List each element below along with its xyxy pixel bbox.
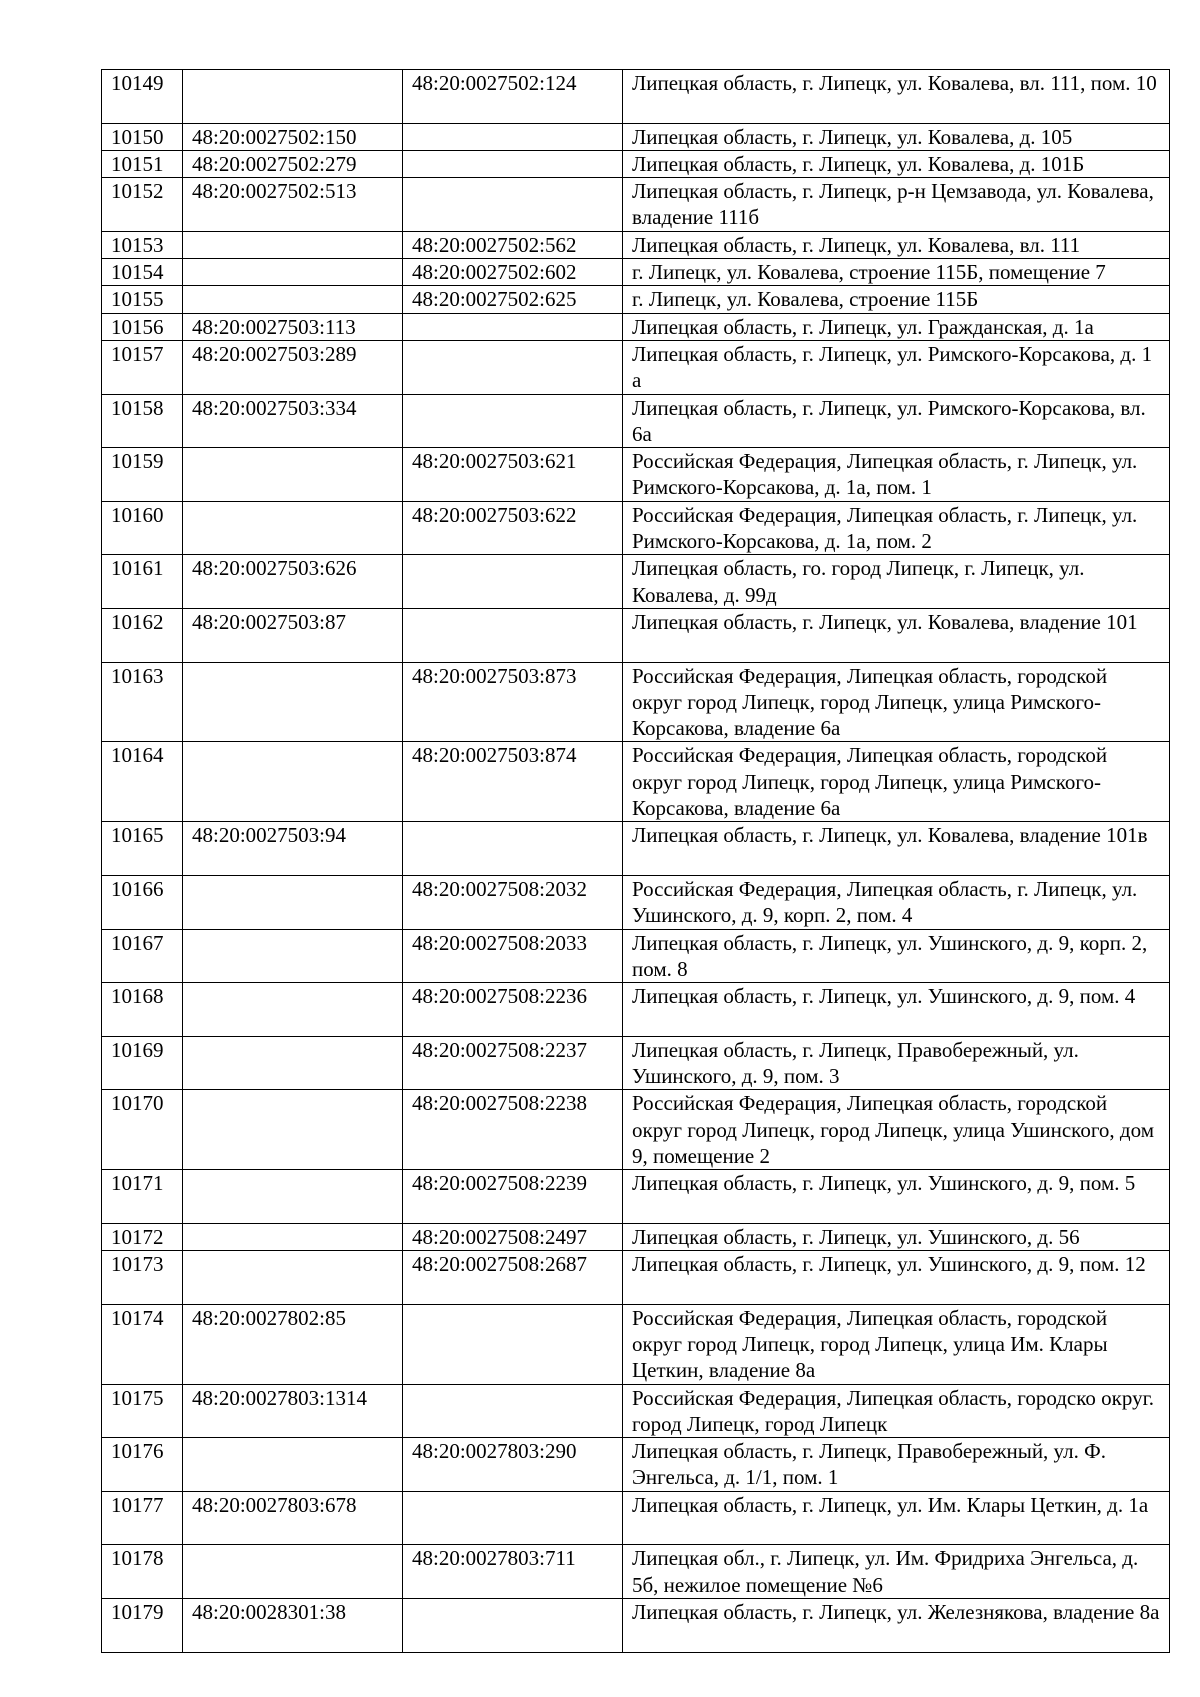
table-row — [102, 123, 1170, 150]
row-number-cell: 10166 — [102, 875, 183, 929]
row-number-cell: 10151 — [102, 150, 183, 177]
row-number-cell: 10158 — [102, 394, 183, 448]
row-number-cell: 10162 — [102, 608, 183, 662]
row-number-cell: 10161 — [102, 555, 183, 609]
address-cell: Российская Федерация, Липецкая область, г. Липецк, ул. Римского-Корсакова, д. 1а, пом. 1 — [623, 448, 1170, 502]
table-row — [102, 70, 1170, 124]
table-row — [102, 1545, 1170, 1599]
land-cadastral-number-cell: 48:20:0027503:113 — [183, 313, 403, 340]
row-number-cell: 10168 — [102, 983, 183, 1037]
object-cadastral-number-cell — [403, 822, 623, 876]
address-cell: Российская Федерация, Липецкая область, г. Липецк, ул. Ушинского, д. 9, корп. 2, пом. 4 — [623, 875, 1170, 929]
row-number-cell: 10149 — [102, 70, 183, 124]
address-cell: Липецкая область, г. Липецк, р-н Цемзавода, ул. Ковалева, владение 111б — [623, 178, 1170, 232]
object-cadastral-number-cell — [403, 340, 623, 394]
row-number-cell: 10165 — [102, 822, 183, 876]
land-cadastral-number-cell: 48:20:0027802:85 — [183, 1304, 403, 1384]
object-cadastral-number-cell: 48:20:0027502:562 — [403, 231, 623, 258]
land-cadastral-number-cell: 48:20:0027503:87 — [183, 608, 403, 662]
table-row — [102, 1036, 1170, 1090]
row-number-cell: 10160 — [102, 501, 183, 555]
object-cadastral-number-cell: 48:20:0027508:2033 — [403, 929, 623, 983]
object-cadastral-number-cell — [403, 178, 623, 232]
address-cell: Липецкая область, г. Липецк, ул. Ковалева, д. 105 — [623, 123, 1170, 150]
address-cell: Липецкая область, г. Липецк, ул. Ушинского, д. 9, пом. 4 — [623, 983, 1170, 1037]
table-row — [102, 340, 1170, 394]
row-number-cell: 10157 — [102, 340, 183, 394]
address-cell: г. Липецк, ул. Ковалева, строение 115Б — [623, 286, 1170, 313]
object-cadastral-number-cell: 48:20:0027502:602 — [403, 259, 623, 286]
object-cadastral-number-cell: 48:20:0027503:873 — [403, 662, 623, 742]
land-cadastral-number-cell — [183, 70, 403, 124]
address-cell: Российская Федерация, Липецкая область, городско округ. город Липецк, город Липецк — [623, 1384, 1170, 1438]
object-cadastral-number-cell — [403, 313, 623, 340]
address-cell: г. Липецк, ул. Ковалева, строение 115Б, помещение 7 — [623, 259, 1170, 286]
table-row — [102, 875, 1170, 929]
table-row — [102, 1438, 1170, 1492]
row-number-cell: 10163 — [102, 662, 183, 742]
registry-table-body — [102, 70, 1170, 1653]
object-cadastral-number-cell: 48:20:0027508:2239 — [403, 1170, 623, 1224]
table-row — [102, 1491, 1170, 1545]
land-cadastral-number-cell — [183, 1170, 403, 1224]
row-number-cell: 10164 — [102, 742, 183, 822]
land-cadastral-number-cell — [183, 501, 403, 555]
table-row — [102, 983, 1170, 1037]
table-row — [102, 555, 1170, 609]
land-cadastral-number-cell — [183, 662, 403, 742]
land-cadastral-number-cell: 48:20:0027503:626 — [183, 555, 403, 609]
object-cadastral-number-cell — [403, 123, 623, 150]
row-number-cell: 10150 — [102, 123, 183, 150]
row-number-cell: 10167 — [102, 929, 183, 983]
land-cadastral-number-cell — [183, 875, 403, 929]
address-cell: Российская Федерация, Липецкая область, городской округ город Липецк, город Липецк, улица Римского-Корсакова, владение 6а — [623, 742, 1170, 822]
land-cadastral-number-cell — [183, 1090, 403, 1170]
address-cell: Липецкая область, г. Липецк, ул. Ушинского, д. 9, пом. 12 — [623, 1251, 1170, 1305]
land-cadastral-number-cell: 48:20:0027502:150 — [183, 123, 403, 150]
land-cadastral-number-cell — [183, 231, 403, 258]
land-cadastral-number-cell: 48:20:0027502:513 — [183, 178, 403, 232]
address-cell: Липецкая область, г. Липецк, ул. Гражданская, д. 1а — [623, 313, 1170, 340]
land-cadastral-number-cell — [183, 1438, 403, 1492]
object-cadastral-number-cell — [403, 1598, 623, 1652]
table-row — [102, 313, 1170, 340]
land-cadastral-number-cell: 48:20:0027503:94 — [183, 822, 403, 876]
table-row — [102, 1170, 1170, 1224]
table-row — [102, 1251, 1170, 1305]
object-cadastral-number-cell — [403, 1304, 623, 1384]
row-number-cell: 10159 — [102, 448, 183, 502]
land-cadastral-number-cell — [183, 1251, 403, 1305]
land-cadastral-number-cell — [183, 1223, 403, 1250]
table-row — [102, 929, 1170, 983]
table-row — [102, 286, 1170, 313]
land-cadastral-number-cell: 48:20:0028301:38 — [183, 1598, 403, 1652]
address-cell: Российская Федерация, Липецкая область, городской округ город Липецк, город Липецк, улица Римского-Корсакова, владение 6а — [623, 662, 1170, 742]
object-cadastral-number-cell: 48:20:0027508:2236 — [403, 983, 623, 1037]
object-cadastral-number-cell — [403, 1491, 623, 1545]
address-cell: Липецкая область, г. Липецк, ул. Ковалева, вл. 111 — [623, 231, 1170, 258]
table-row — [102, 1598, 1170, 1652]
row-number-cell: 10153 — [102, 231, 183, 258]
table-row — [102, 259, 1170, 286]
object-cadastral-number-cell — [403, 555, 623, 609]
land-cadastral-number-cell: 48:20:0027803:678 — [183, 1491, 403, 1545]
address-cell: Липецкая область, г. Липецк, ул. Им. Клары Цеткин, д. 1а — [623, 1491, 1170, 1545]
row-number-cell: 10172 — [102, 1223, 183, 1250]
object-cadastral-number-cell: 48:20:0027803:711 — [403, 1545, 623, 1599]
object-cadastral-number-cell — [403, 150, 623, 177]
object-cadastral-number-cell: 48:20:0027503:622 — [403, 501, 623, 555]
land-cadastral-number-cell — [183, 929, 403, 983]
table-row — [102, 178, 1170, 232]
address-cell: Липецкая область, г. Липецк, ул. Ковалева, владение 101в — [623, 822, 1170, 876]
table-row — [102, 742, 1170, 822]
address-cell: Российская Федерация, Липецкая область, городской округ город Липецк, город Липецк, улица Ушинского, дом 9, помещение 2 — [623, 1090, 1170, 1170]
land-cadastral-number-cell — [183, 286, 403, 313]
land-cadastral-number-cell: 48:20:0027503:334 — [183, 394, 403, 448]
object-cadastral-number-cell — [403, 394, 623, 448]
address-cell: Липецкая область, г. Липецк, ул. Римского-Корсакова, вл. 6а — [623, 394, 1170, 448]
address-cell: Липецкая область, го. город Липецк, г. Липецк, ул. Ковалева, д. 99д — [623, 555, 1170, 609]
row-number-cell: 10155 — [102, 286, 183, 313]
land-cadastral-number-cell — [183, 448, 403, 502]
table-row — [102, 501, 1170, 555]
table-row — [102, 608, 1170, 662]
address-cell: Российская Федерация, Липецкая область, городской округ город Липецк, город Липецк, улица Им. Клары Цеткин, владение 8а — [623, 1304, 1170, 1384]
row-number-cell: 10171 — [102, 1170, 183, 1224]
address-cell: Липецкая область, г. Липецк, Правобережный, ул. Ушинского, д. 9, пом. 3 — [623, 1036, 1170, 1090]
address-cell: Липецкая обл., г. Липецк, ул. Им. Фридриха Энгельса, д. 5б, нежилое помещение №6 — [623, 1545, 1170, 1599]
object-cadastral-number-cell: 48:20:0027508:2687 — [403, 1251, 623, 1305]
row-number-cell: 10178 — [102, 1545, 183, 1599]
table-row — [102, 822, 1170, 876]
object-cadastral-number-cell: 48:20:0027803:290 — [403, 1438, 623, 1492]
row-number-cell: 10169 — [102, 1036, 183, 1090]
row-number-cell: 10179 — [102, 1598, 183, 1652]
table-row — [102, 231, 1170, 258]
land-cadastral-number-cell — [183, 983, 403, 1037]
row-number-cell: 10170 — [102, 1090, 183, 1170]
row-number-cell: 10174 — [102, 1304, 183, 1384]
address-cell: Российская Федерация, Липецкая область, г. Липецк, ул. Римского-Корсакова, д. 1а, пом. 2 — [623, 501, 1170, 555]
object-cadastral-number-cell: 48:20:0027502:625 — [403, 286, 623, 313]
object-cadastral-number-cell: 48:20:0027508:2497 — [403, 1223, 623, 1250]
property-registry-table — [101, 69, 1170, 1653]
table-row — [102, 394, 1170, 448]
land-cadastral-number-cell — [183, 1036, 403, 1090]
address-cell: Липецкая область, г. Липецк, ул. Римского-Корсакова, д. 1 а — [623, 340, 1170, 394]
table-row — [102, 1223, 1170, 1250]
table-row — [102, 662, 1170, 742]
address-cell: Липецкая область, г. Липецк, ул. Ушинского, д. 56 — [623, 1223, 1170, 1250]
land-cadastral-number-cell — [183, 1545, 403, 1599]
address-cell: Липецкая область, г. Липецк, ул. Ушинского, д. 9, корп. 2, пом. 8 — [623, 929, 1170, 983]
object-cadastral-number-cell — [403, 1384, 623, 1438]
table-row — [102, 1304, 1170, 1384]
address-cell: Липецкая область, г. Липецк, ул. Ковалева, вл. 111, пом. 10 — [623, 70, 1170, 124]
row-number-cell: 10177 — [102, 1491, 183, 1545]
object-cadastral-number-cell: 48:20:0027508:2032 — [403, 875, 623, 929]
land-cadastral-number-cell: 48:20:0027502:279 — [183, 150, 403, 177]
row-number-cell: 10176 — [102, 1438, 183, 1492]
row-number-cell: 10173 — [102, 1251, 183, 1305]
address-cell: Липецкая область, г. Липецк, ул. Ушинского, д. 9, пом. 5 — [623, 1170, 1170, 1224]
land-cadastral-number-cell — [183, 742, 403, 822]
object-cadastral-number-cell: 48:20:0027503:874 — [403, 742, 623, 822]
address-cell: Липецкая область, г. Липецк, Правобережный, ул. Ф. Энгельса, д. 1/1, пом. 1 — [623, 1438, 1170, 1492]
table-row — [102, 448, 1170, 502]
table-row — [102, 150, 1170, 177]
table-row — [102, 1090, 1170, 1170]
row-number-cell: 10154 — [102, 259, 183, 286]
row-number-cell: 10175 — [102, 1384, 183, 1438]
table-row — [102, 1384, 1170, 1438]
land-cadastral-number-cell: 48:20:0027503:289 — [183, 340, 403, 394]
row-number-cell: 10156 — [102, 313, 183, 340]
address-cell: Липецкая область, г. Липецк, ул. Ковалева, владение 101 — [623, 608, 1170, 662]
object-cadastral-number-cell: 48:20:0027508:2238 — [403, 1090, 623, 1170]
object-cadastral-number-cell: 48:20:0027508:2237 — [403, 1036, 623, 1090]
object-cadastral-number-cell — [403, 608, 623, 662]
object-cadastral-number-cell: 48:20:0027502:124 — [403, 70, 623, 124]
land-cadastral-number-cell: 48:20:0027803:1314 — [183, 1384, 403, 1438]
object-cadastral-number-cell: 48:20:0027503:621 — [403, 448, 623, 502]
land-cadastral-number-cell — [183, 259, 403, 286]
row-number-cell: 10152 — [102, 178, 183, 232]
address-cell: Липецкая область, г. Липецк, ул. Ковалева, д. 101Б — [623, 150, 1170, 177]
address-cell: Липецкая область, г. Липецк, ул. Железнякова, владение 8а — [623, 1598, 1170, 1652]
